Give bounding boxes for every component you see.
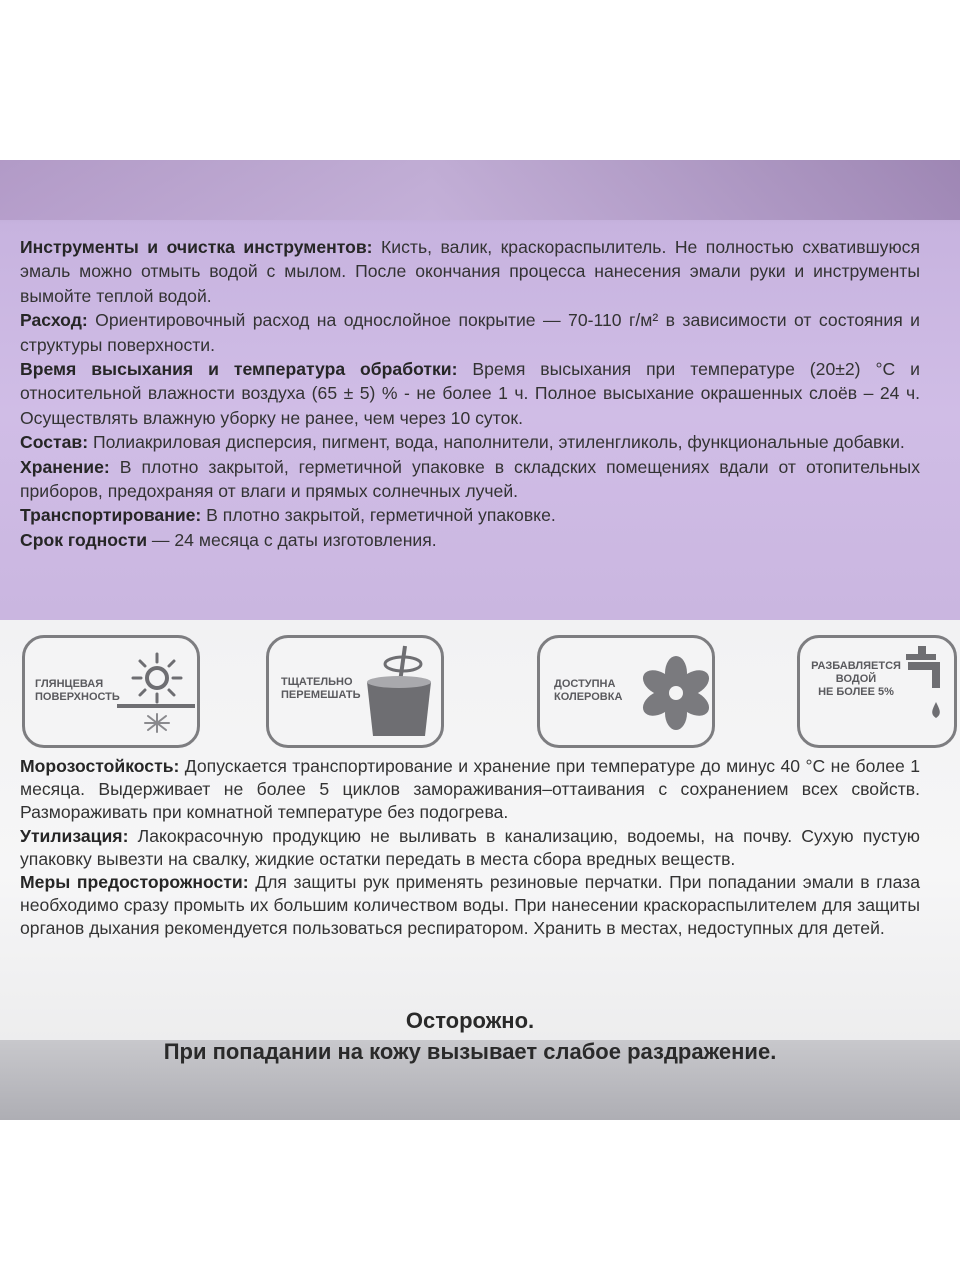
transport-paragraph <box>20 503 920 527</box>
tinting-caption-line2: КОЛЕРОВКА <box>554 691 623 703</box>
tinting-caption <box>554 678 640 704</box>
consumption-heading: Расход: <box>20 310 88 331</box>
precautions-heading: Меры предосторожности: <box>20 872 249 893</box>
shelf-life-heading: Срок годности <box>20 529 148 550</box>
drying-paragraph <box>20 357 920 430</box>
frost-paragraph <box>20 755 920 825</box>
consumption-text: Ориентировочный расход на однослойное покрытие — 70-110 г/м² в зависимости от состояния и структуры поверхности. <box>20 310 920 355</box>
water-dilution-caption-line2: ВОДОЙ <box>835 673 877 685</box>
shelf-life-paragraph <box>20 528 920 552</box>
storage-text: В плотно закрытой, герметичной упаковке в складских помещениях вдали от отопительных приборов, предохраняя от влаги и прямых солнечных лучей. <box>20 456 920 502</box>
product-info-text <box>20 235 920 552</box>
safety-info-text <box>20 755 920 941</box>
paint-label-photo <box>0 160 960 1120</box>
warning-line-1: Осторожно. <box>405 1008 535 1033</box>
glossy-surface-caption <box>35 678 120 704</box>
consumption-paragraph <box>20 308 920 357</box>
frost-heading: Морозостойкость: <box>20 756 180 776</box>
transport-text: В плотно закрытой, герметичной упаковке. <box>201 505 556 526</box>
warning-line-2: При попадании на кожу вызывает слабое раздражение. <box>163 1039 777 1064</box>
mix-thoroughly-caption <box>281 676 361 702</box>
composition-text: Полиакриловая дисперсия, пигмент, вода, наполнители, этиленгликоль, функциональные добавки. <box>88 432 905 453</box>
water-dilution-icon <box>797 635 957 748</box>
precautions-text: Для защиты рук применять резиновые перчатки. При попадании эмали в глаза необходимо сразу промыть их большим количеством воды. При нанесении краскораспылителем для защиты органов дыхания рекомендуется пользоваться респиратором. Хранить в местах, недоступных для детей. <box>20 872 921 939</box>
glossy-surface-caption-line2: ПОВЕРХНОСТЬ <box>35 691 120 703</box>
water-dilution-caption-line1: РАЗБАВЛЯЕТСЯ <box>811 660 901 672</box>
composition-paragraph <box>20 430 920 454</box>
mix-thoroughly-caption-line1: ТЩАТЕЛЬНО <box>281 676 353 688</box>
transport-heading: Транспортирование: <box>20 505 202 526</box>
water-dilution-caption <box>808 660 904 699</box>
disposal-paragraph <box>20 825 920 871</box>
precautions-paragraph <box>20 871 920 941</box>
shelf-life-text: — 24 месяца с даты изготовления. <box>147 529 437 550</box>
storage-heading: Хранение: <box>20 456 110 477</box>
glossy-surface-caption-line1: ГЛЯНЦЕВАЯ <box>35 678 104 690</box>
instruments-paragraph <box>20 235 920 308</box>
mix-thoroughly-icon <box>266 635 444 748</box>
drying-heading: Время высыхания и температура обработки: <box>20 359 458 380</box>
disposal-heading: Утилизация: <box>20 825 129 846</box>
disposal-text: Лакокрасочную продукцию не выливать в канализацию, водоемы, на почву. Сухую пустую упаковку вывезти на свалку, жидкие остатки передать в места сбора вредных веществ. <box>20 825 920 869</box>
water-dilution-caption-line3: НЕ БОЛЕЕ 5% <box>818 686 894 698</box>
faucet-graphic <box>904 644 950 742</box>
pictogram-row <box>22 635 942 750</box>
instruments-heading: Инструменты и очистка инструментов: <box>20 237 373 257</box>
tinting-caption-line1: ДОСТУПНА <box>554 678 616 690</box>
frost-text: Допускается транспортирование и хранение при температуре до минус 40 °С не более 1 месяца. Выдерживает не более 5 циклов замораживания–оттаивания с сохранением всех свойств. Размораживать при комнатной температуре без подогрева. <box>20 756 920 823</box>
tinting-available-icon <box>537 635 715 748</box>
bucket-stir-graphic <box>359 644 439 742</box>
instruments-text: Кисть, валик, краскораспылитель. Не полностью схватившуюся эмаль можно отмыть водой с мылом. После окончания процесса нанесения эмали руки и инструменты вымойте теплой водой. <box>20 237 920 306</box>
hazard-warning <box>20 1005 920 1067</box>
sun-reflection-graphic <box>117 648 195 740</box>
drying-text: Время высыхания при температуре (20±2) °С и относительной влажности воздуха (65 ± 5) % - не более 1 ч. Полное высыхание окрашенных слоёв – 24 ч. Осуществлять влажную уборку не ранее, чем через 10 суток. <box>20 359 920 428</box>
storage-paragraph <box>20 455 920 504</box>
mix-thoroughly-caption-line2: ПЕРЕМЕШАТЬ <box>281 689 361 701</box>
composition-heading: Состав: <box>20 432 89 453</box>
glossy-surface-icon <box>22 635 200 748</box>
color-flower-graphic <box>640 652 712 734</box>
